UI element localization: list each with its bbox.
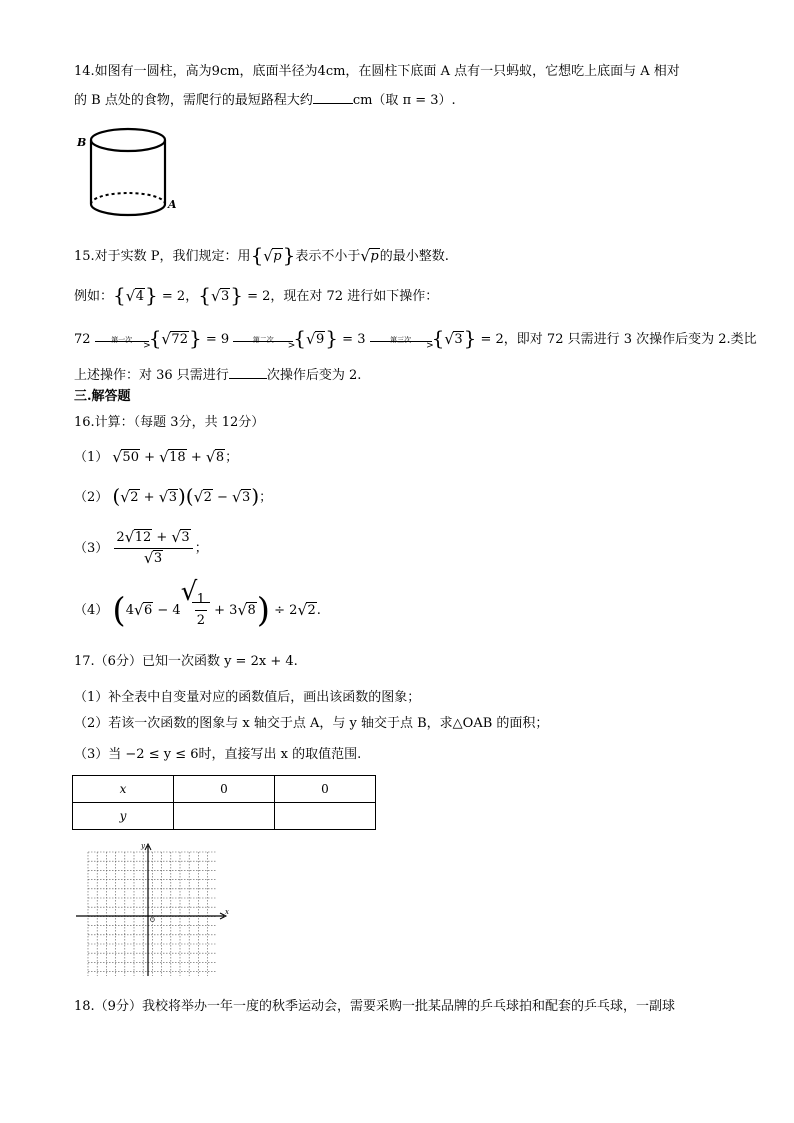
table-cell: 0: [275, 776, 376, 803]
q16-part1: （1） √ 50 + √ 18 + √ 8；: [74, 448, 239, 466]
q17-sub3: （3）当 −2 ≤ y ≤ 6时，直接写出 x 的取值范围.: [74, 747, 362, 762]
label-b: B: [77, 136, 87, 149]
table-row: [73, 776, 376, 803]
q16-part4: （4） (4 √ 6 − 4 √ $\frac{1}{2}$ + 3 √ 8) ÷ 2 √ 2.: [74, 577, 321, 631]
table-cell: 0: [174, 776, 275, 803]
q15-chain: 72 第一次 > { √ 72} = 9 第二次 > { √ 9} = 3 第三次 > { √ 3} = 2，即对 72 只需进行 3 次操作后变为 2.类比: [74, 326, 757, 351]
table-row: [73, 803, 376, 830]
table-cell[interactable]: [174, 803, 275, 830]
section-title: 三.解答题: [74, 389, 131, 404]
label-a: A: [168, 198, 177, 211]
origin-label: O: [150, 917, 155, 924]
q17-sub2: （2）若该一次函数的图象与 x 轴交于点 A，与 y 轴交于点 B，求△OAB 的面积；: [74, 716, 549, 731]
x-axis-label: x: [225, 908, 229, 916]
q14-line2: 的 B 点处的食物，需爬行的最短路程大约 cm（取 π = 3）.: [74, 89, 456, 111]
cylinder-figure: [74, 118, 186, 230]
q16-title: 16.计算：（每题 3分，共 12分）: [74, 415, 265, 430]
q16-part2: （2） ( √ 2 + √ 3)( √ 2 − √ 3)；: [74, 484, 273, 508]
table-cell[interactable]: [275, 803, 376, 830]
q17-title: 17.（6分）已知一次函数 y = 2x + 4.: [74, 654, 298, 669]
q15-line4: 上述操作：对 36 只需进行 次操作后变为 2.: [74, 364, 361, 386]
table-cell: y: [73, 803, 174, 830]
y-axis-label: y: [141, 842, 145, 850]
q16-part3: （3） 2 √ 12 + √ 3 √ 3 ；: [74, 528, 208, 567]
q17-sub1: （1）补全表中自变量对应的函数值后，画出该函数的图象；: [74, 690, 421, 705]
value-table: [72, 775, 376, 830]
answer-blank[interactable]: [313, 89, 353, 104]
q18-line1: 18.（9分）我校将举办一年一度的秋季运动会，需要采购一批某品牌的乒乓球拍和配套的乒乓球，一副球: [74, 999, 675, 1014]
q15-example: 例如：{ √ 4} = 2，{ √ 3} = 2，现在对 72 进行如下操作：: [74, 283, 439, 307]
table-cell: x: [73, 776, 174, 803]
q15-line1: 15.对于实数 P，我们规定：用{ √ p}表示不小于 √ p的最小整数.: [74, 243, 449, 267]
answer-blank[interactable]: [229, 364, 267, 379]
coordinate-grid[interactable]: [74, 840, 234, 980]
q14-line1: 14.如图有一圆柱，高为9cm，底面半径为4cm，在圆柱下底面 A 点有一只蚂蚁，它想吃上底面与 A 相对: [74, 64, 680, 79]
